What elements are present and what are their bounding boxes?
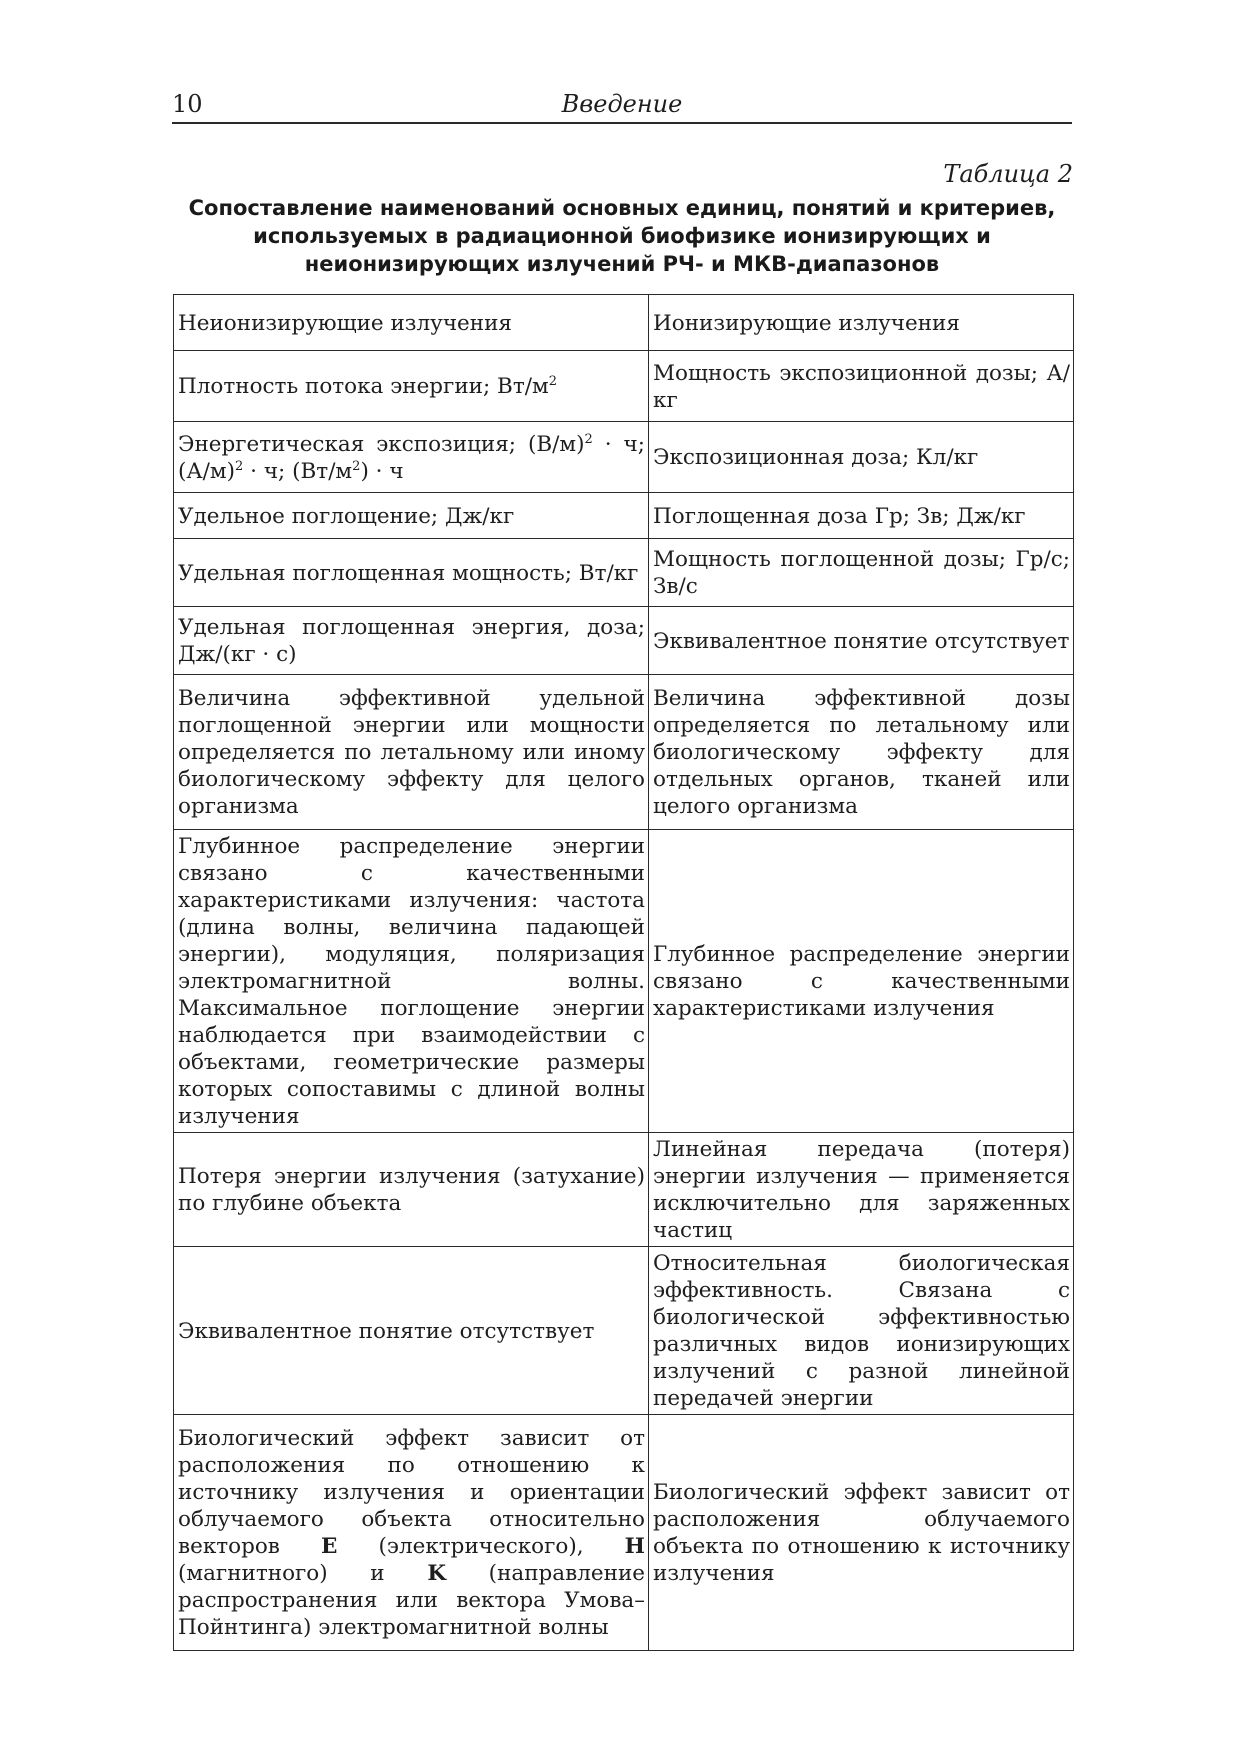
cell-nonionizing bbox=[174, 351, 649, 422]
table-row bbox=[174, 422, 1074, 493]
table-row bbox=[174, 830, 1074, 1133]
cell-nonionizing: Удельная поглощенная энергия, доза; Дж/(кг · с) bbox=[174, 607, 649, 675]
table-row bbox=[174, 539, 1074, 607]
cell-ionizing: Глубинное распределение энергии связано с качественными характеристиками излучения bbox=[649, 830, 1074, 1133]
col-header-ionizing: Ионизирующие излучения bbox=[649, 295, 1074, 351]
cell-ionizing: Линейная передача (потеря) энергии излучения — применяется исключительно для заряженных частиц bbox=[649, 1133, 1074, 1247]
cell-text: (направление распространения или вектора Умова–Пойнтинга) электромагнитной волны bbox=[178, 1561, 645, 1640]
cell-ionizing: Биологический эффект зависит от расположения облучаемого объекта по отношению к источнику излучения bbox=[649, 1415, 1074, 1651]
cell-text: Энергетическая экспозиция; (В/м) bbox=[178, 431, 585, 457]
cell-nonionizing: Удельное поглощение; Дж/кг bbox=[174, 493, 649, 539]
cell-ionizing: Экспозиционная доза; Кл/кг bbox=[649, 422, 1074, 493]
cell-nonionizing bbox=[174, 422, 649, 493]
cell-ionizing: Величина эффективной дозы определяется по летальному или биологическому эффекту для отдельных органов, тканей или целого организма bbox=[649, 675, 1074, 830]
cell-nonionizing: Глубинное распределение энергии связано с качественными характеристиками излучения: частота (длина волны, величина падающей энергии), модуляция, поляризация электромагнитной волны. Максимальное поглощение энергии наблюдается при взаимодействии с объектами, геометрические размеры которых сопоставимы с длиной волны излучения bbox=[174, 830, 649, 1133]
cell-text: Биологический эффект зависит от расположения по отношению к источнику излучения и ориентации облучаемого объекта относительно векторов bbox=[178, 1426, 645, 1559]
cell-nonionizing: Величина эффективной удельной поглощенной энергии или мощности определяется по летальному или иному биологическому эффекту для целого организма bbox=[174, 675, 649, 830]
table-row bbox=[174, 493, 1074, 539]
cell-nonionizing: Потеря энергии излучения (затухание) по глубине объекта bbox=[174, 1133, 649, 1247]
vector-k: K bbox=[427, 1561, 446, 1586]
cell-nonionizing: Удельная поглощенная мощность; Вт/кг bbox=[174, 539, 649, 607]
col-header-nonionizing: Неионизирующие излучения bbox=[174, 295, 649, 351]
table-title-line: используемых в радиационной биофизике ионизирующих и bbox=[253, 224, 991, 248]
cell-nonionizing: Эквивалентное понятие отсутствует bbox=[174, 1247, 649, 1415]
vector-h: H bbox=[624, 1534, 645, 1559]
comparison-table bbox=[173, 294, 1074, 1651]
cell-text: · ч; (А/м) bbox=[178, 431, 645, 484]
table-title-line: Сопоставление наименований основных единиц, понятий и критериев, bbox=[188, 196, 1056, 220]
cell-ionizing: Мощность поглощенной дозы; Гр/с; Зв/с bbox=[649, 539, 1074, 607]
cell-text: (магнитного) и bbox=[178, 1561, 428, 1586]
superscript: 2 bbox=[584, 431, 593, 447]
page-header bbox=[172, 84, 1072, 124]
table-row bbox=[174, 607, 1074, 675]
cell-ionizing: Эквивалентное понятие отсутствует bbox=[649, 607, 1074, 675]
cell-text: · ч; (Вт/м bbox=[243, 458, 353, 484]
cell-ionizing: Поглощенная доза Гр; Зв; Дж/кг bbox=[649, 493, 1074, 539]
table-row bbox=[174, 351, 1074, 422]
table-title-line: неионизирующих излучений РЧ- и МКВ-диапазонов bbox=[304, 252, 940, 276]
cell-ionizing: Относительная биологическая эффективность. Связана с биологической эффективностью различных видов ионизирующих излучений с разной линейной передачей энергии bbox=[649, 1247, 1074, 1415]
running-head: Введение bbox=[561, 90, 683, 118]
cell-text: ) · ч bbox=[360, 458, 404, 484]
superscript: 2 bbox=[235, 458, 244, 474]
table-row bbox=[174, 1415, 1074, 1651]
vector-e: E bbox=[321, 1534, 338, 1559]
page-number: 10 bbox=[172, 90, 203, 118]
table-row bbox=[174, 1247, 1074, 1415]
cell-nonionizing bbox=[174, 1415, 649, 1651]
table-title bbox=[172, 194, 1072, 278]
table-label: Таблица 2 bbox=[943, 160, 1073, 188]
table-row bbox=[174, 1133, 1074, 1247]
table-header-row bbox=[174, 295, 1074, 351]
cell-text: (электрического), bbox=[337, 1534, 625, 1559]
cell-ionizing: Мощность экспозиционной дозы; А/кг bbox=[649, 351, 1074, 422]
superscript: 2 bbox=[352, 458, 361, 474]
table-row bbox=[174, 675, 1074, 830]
cell-text: Плотность потока энергии; Вт/м bbox=[178, 374, 549, 399]
superscript: 2 bbox=[548, 373, 557, 389]
